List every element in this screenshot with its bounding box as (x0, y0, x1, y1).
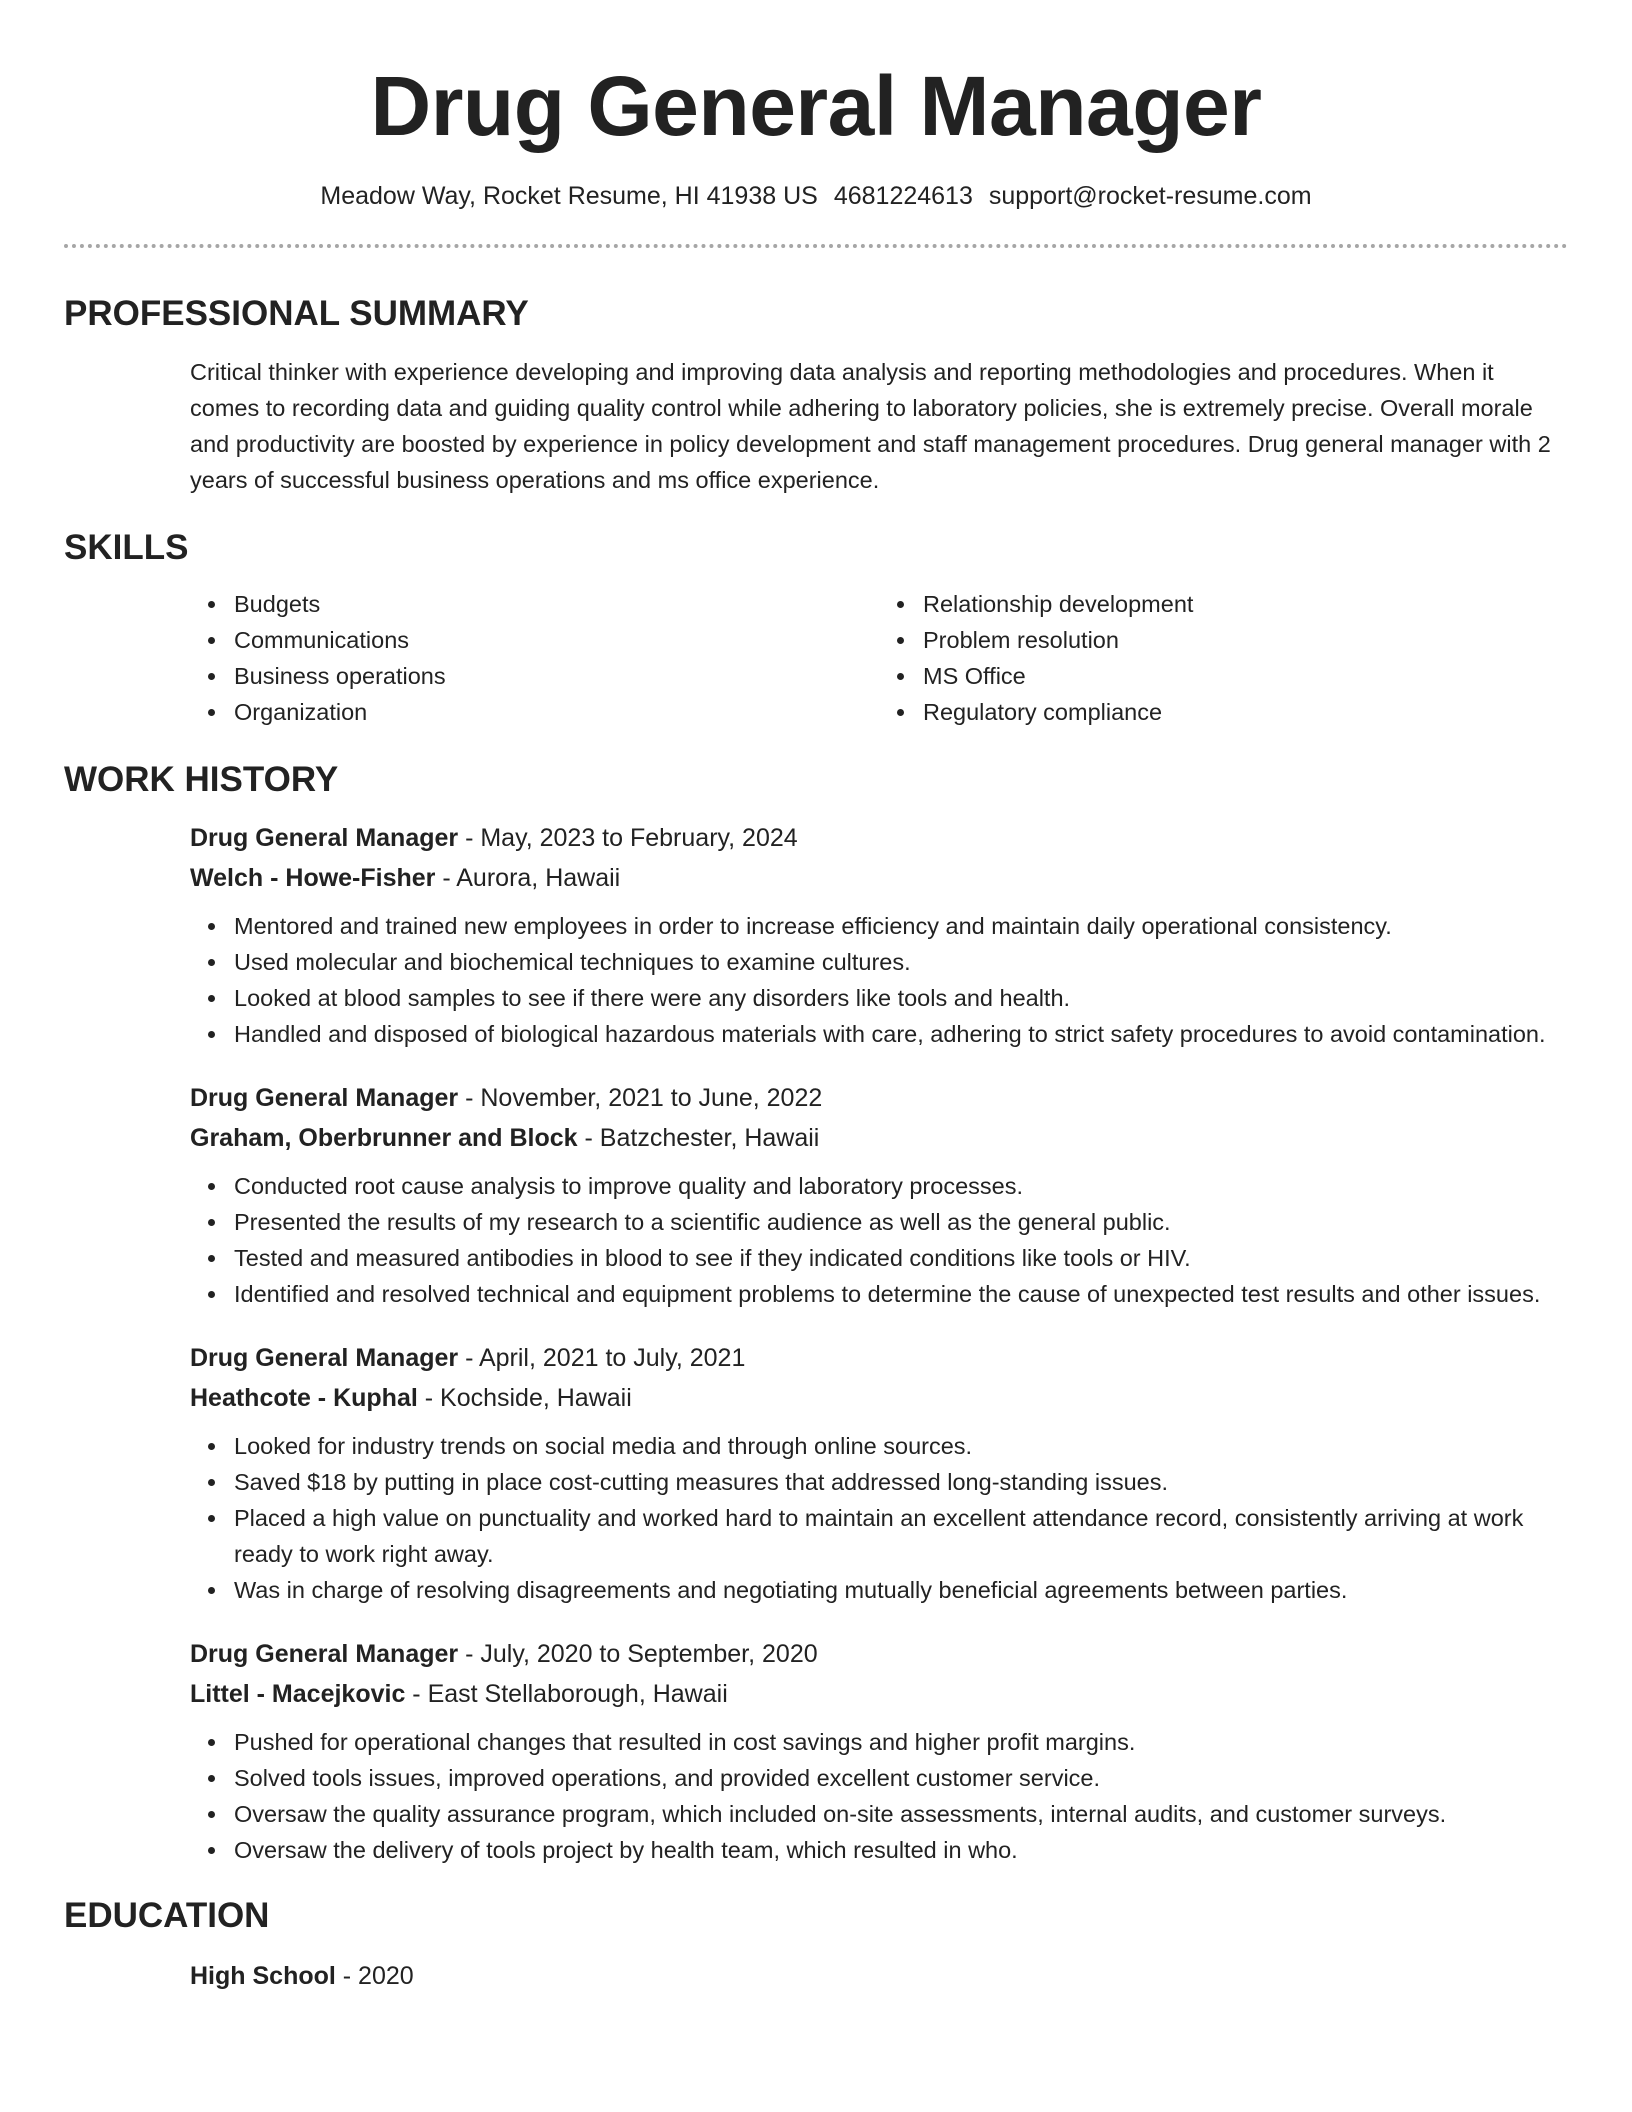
work-history-heading: WORK HISTORY (64, 760, 339, 799)
job-company-line (190, 1378, 1568, 1418)
job-dates: - July, 2020 to September, 2020 (458, 1640, 818, 1668)
skill-item: Relationship development (923, 586, 1568, 622)
job-company-line (190, 1118, 1568, 1158)
skills-column-right (879, 586, 1568, 730)
skill-item: Communications (234, 622, 879, 658)
job-role: Drug General Manager (190, 1344, 459, 1372)
summary-text: Critical thinker with experience developing and improving data analysis and reporting methodologies and procedures. When it comes to recording data and guiding quality control while adhering to laboratory policies, she is extremely precise. Overall morale and productivity are boosted by experience in policy development and staff management procedures. Drug general manager with 2 years of successful business operations and ms office experience. (190, 359, 1551, 493)
education-degree: High School (190, 1962, 336, 1990)
skill-item: MS Office (923, 658, 1568, 694)
job-bullet: Placed a high value on punctuality and worked hard to maintain an excellent attendance record, consistently arriving at work ready to work right away. (234, 1500, 1568, 1572)
job-bullet: Mentored and trained new employees in order to increase efficiency and maintain daily operational consistency. (234, 908, 1568, 944)
summary-heading: PROFESSIONAL SUMMARY (64, 294, 529, 333)
job-title-line (190, 1634, 1568, 1674)
job-bullet: Tested and measured antibodies in blood to see if they indicated conditions like tools or HIV. (234, 1240, 1568, 1276)
contact-line (64, 178, 1568, 214)
skill-item: Business operations (234, 658, 879, 694)
job-entry (190, 818, 1568, 1052)
job-dates: - April, 2021 to July, 2021 (458, 1344, 746, 1372)
contact-email: support@rocket-resume.com (988, 182, 1312, 210)
skill-item: Budgets (234, 586, 879, 622)
job-entry (190, 1078, 1568, 1312)
skills-grid (190, 586, 1568, 730)
skills-heading: SKILLS (64, 528, 189, 567)
job-company: Welch - Howe-Fisher (190, 864, 436, 892)
job-bullet: Presented the results of my research to a scientific audience as well as the general public. (234, 1204, 1568, 1240)
education-year: - 2020 (335, 1962, 414, 1990)
job-title-line (190, 1078, 1568, 1118)
contact-phone: 4681224613 (833, 182, 973, 210)
job-entry (190, 1338, 1568, 1608)
job-company: Graham, Oberbrunner and Block (190, 1124, 578, 1152)
job-role: Drug General Manager (190, 824, 459, 852)
job-bullet: Saved $18 by putting in place cost-cutting measures that addressed long-standing issues. (234, 1464, 1568, 1500)
education-entry (190, 1956, 1568, 1996)
job-bullets (190, 1428, 1568, 1608)
job-bullets (190, 908, 1568, 1052)
education-section (64, 1894, 1568, 1996)
candidate-name: Drug General Manager (370, 59, 1262, 153)
job-entry (190, 1634, 1568, 1868)
job-bullet: Identified and resolved technical and equipment problems to determine the cause of unexpected test results and other issues. (234, 1276, 1568, 1312)
work-history-section (64, 758, 1568, 1868)
job-bullet: Looked at blood samples to see if there were any disorders like tools and health. (234, 980, 1568, 1016)
job-role: Drug General Manager (190, 1640, 459, 1668)
summary-section (64, 292, 1568, 498)
job-bullet: Looked for industry trends on social media and through online sources. (234, 1428, 1568, 1464)
job-bullet: Used molecular and biochemical techniques to examine cultures. (234, 944, 1568, 980)
job-bullet: Pushed for operational changes that resulted in cost savings and higher profit margins. (234, 1724, 1568, 1760)
job-title-line (190, 818, 1568, 858)
job-title-line (190, 1338, 1568, 1378)
job-bullet: Conducted root cause analysis to improve quality and laboratory processes. (234, 1168, 1568, 1204)
job-company: Littel - Macejkovic (190, 1680, 406, 1708)
contact-address: Meadow Way, Rocket Resume, HI 41938 US (320, 182, 818, 210)
job-dates: - May, 2023 to February, 2024 (458, 824, 798, 852)
job-bullet: Oversaw the delivery of tools project by health team, which resulted in who. (234, 1832, 1568, 1868)
skills-column-left (190, 586, 879, 730)
header-divider (64, 244, 1568, 248)
education-heading: EDUCATION (64, 1896, 270, 1935)
job-bullet: Was in charge of resolving disagreements and negotiating mutually beneficial agreements between parties. (234, 1572, 1568, 1608)
job-company-line (190, 1674, 1568, 1714)
job-dates: - November, 2021 to June, 2022 (458, 1084, 823, 1112)
job-role: Drug General Manager (190, 1084, 459, 1112)
job-company-line (190, 858, 1568, 898)
job-bullets (190, 1724, 1568, 1868)
job-location: - Kochside, Hawaii (417, 1384, 632, 1412)
job-location: - Batzchester, Hawaii (577, 1124, 820, 1152)
job-bullet: Solved tools issues, improved operations, and provided excellent customer service. (234, 1760, 1568, 1796)
job-bullet: Handled and disposed of biological hazardous materials with care, adhering to strict safety procedures to avoid contamination. (234, 1016, 1568, 1052)
skills-section (64, 526, 1568, 730)
skill-item: Organization (234, 694, 879, 730)
job-location: - Aurora, Hawaii (435, 864, 621, 892)
skill-item: Problem resolution (923, 622, 1568, 658)
job-bullets (190, 1168, 1568, 1312)
skill-item: Regulatory compliance (923, 694, 1568, 730)
job-location: - East Stellaborough, Hawaii (405, 1680, 728, 1708)
job-company: Heathcote - Kuphal (190, 1384, 418, 1412)
job-bullet: Oversaw the quality assurance program, which included on-site assessments, internal audits, and customer surveys. (234, 1796, 1568, 1832)
